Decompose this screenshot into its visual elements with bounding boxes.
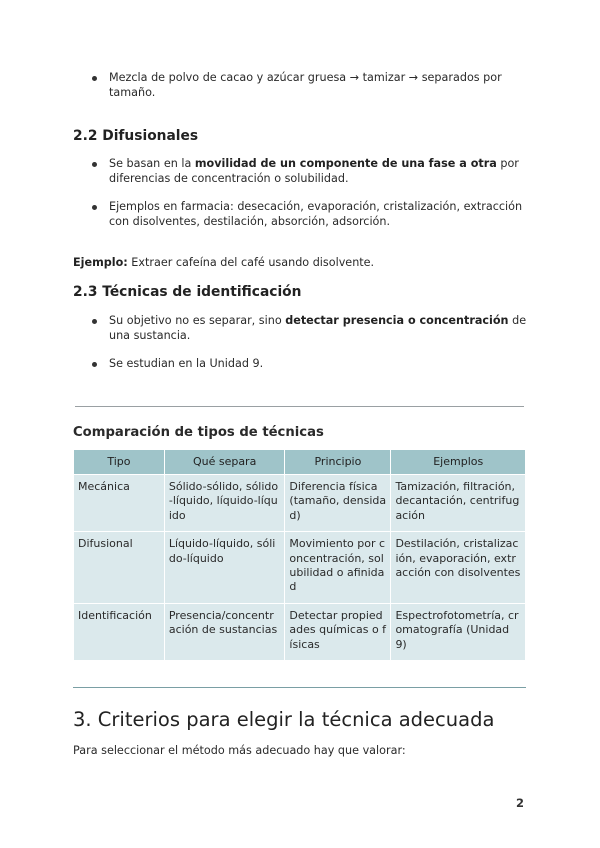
list-item: Se estudian en la Unidad 9. bbox=[0, 357, 600, 372]
table-row bbox=[74, 603, 526, 660]
section-heading-difusionales: 2.2 Difusionales bbox=[73, 128, 199, 144]
horizontal-divider bbox=[75, 406, 524, 407]
column-header-que-separa: Qué separa bbox=[164, 450, 285, 475]
table-cell: Detectar propiedades químicas o físicas bbox=[285, 603, 391, 660]
page-number: 2 bbox=[516, 796, 525, 810]
bold-text: detectar presencia o concentración bbox=[285, 314, 509, 327]
text-run: Se basan en la bbox=[109, 157, 195, 170]
section-intro-paragraph: Para seleccionar el método más adecuado hay que valorar: bbox=[73, 744, 406, 757]
table-row bbox=[74, 475, 526, 532]
bullet-list-identificacion bbox=[0, 314, 600, 372]
column-header-ejemplos: Ejemplos bbox=[391, 450, 526, 475]
list-item bbox=[0, 157, 600, 186]
table-cell: Diferencia física (tamaño, densidad) bbox=[285, 475, 391, 532]
column-header-principio: Principio bbox=[285, 450, 391, 475]
table-cell: Difusional bbox=[74, 532, 165, 604]
table-bottom-rule bbox=[73, 687, 526, 688]
table-cell: Identificación bbox=[74, 603, 165, 660]
table-cell: Presencia/concentración de sustancias bbox=[164, 603, 285, 660]
bullet-list-difusionales bbox=[0, 157, 600, 229]
list-item: Mezcla de polvo de cacao y azúcar gruesa → tamizar → separados por tamaño. bbox=[0, 71, 600, 100]
example-label: Ejemplo: bbox=[73, 256, 128, 269]
table-cell: Mecánica bbox=[74, 475, 165, 532]
text-run: por diferencias de concentración o solubilidad. bbox=[109, 157, 519, 185]
section-heading-criterios: 3. Criterios para elegir la técnica adecuada bbox=[73, 708, 495, 731]
table-cell: Movimiento por concentración, solubilidad o afinidad bbox=[285, 532, 391, 604]
table-cell: Líquido-líquido, sólido-líquido bbox=[164, 532, 285, 604]
table-cell: Sólido-sólido, sólido-líquido, líquido-líquido bbox=[164, 475, 285, 532]
section-heading-identificacion: 2.3 Técnicas de identificación bbox=[73, 284, 302, 300]
list-item: Ejemplos en farmacia: desecación, evaporación, cristalización, extracción con disolventes, destilación, absorción, adsorción. bbox=[0, 200, 600, 229]
table-cell: Tamización, filtración, decantación, centrifugación bbox=[391, 475, 526, 532]
column-header-tipo: Tipo bbox=[74, 450, 165, 475]
text-run: de una sustancia. bbox=[109, 314, 527, 342]
example-paragraph bbox=[73, 256, 543, 270]
table-row bbox=[74, 532, 526, 604]
comparison-table bbox=[73, 449, 526, 661]
example-text: Extraer cafeína del café usando disolvente. bbox=[127, 256, 375, 269]
table-header-row bbox=[74, 450, 526, 475]
table-title: Comparación de tipos de técnicas bbox=[73, 425, 324, 440]
table-cell: Destilación, cristalización, evaporación, extracción con disolventes bbox=[391, 532, 526, 604]
list-item bbox=[0, 314, 600, 343]
table-cell: Espectrofotometría, cromatografía (Unidad 9) bbox=[391, 603, 526, 660]
bullet-list-mecanica-example bbox=[0, 71, 600, 100]
text-run: Su objetivo no es separar, sino bbox=[109, 314, 286, 327]
bold-text: movilidad de un componente de una fase a otra bbox=[194, 157, 497, 170]
